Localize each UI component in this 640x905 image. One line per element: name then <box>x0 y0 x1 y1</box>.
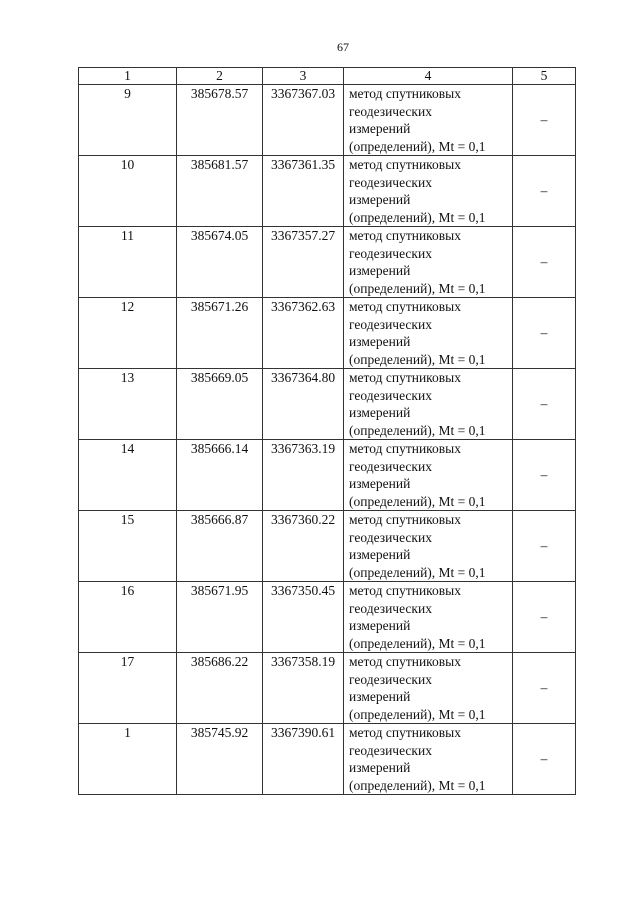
method-cell <box>344 582 513 653</box>
method-line: геодезических <box>349 671 432 687</box>
method-line: геодезических <box>349 458 432 474</box>
method-line: (определений), Mt = 0,1 <box>349 777 486 793</box>
method-line: измерений <box>349 263 411 278</box>
method-cell <box>344 298 513 369</box>
coordinate-y: 3367360.22 <box>263 511 344 582</box>
note: – <box>513 582 576 653</box>
point-number: 15 <box>79 511 177 582</box>
coordinate-y: 3367362.63 <box>263 298 344 369</box>
coordinate-y: 3367357.27 <box>263 227 344 298</box>
method-line: геодезических <box>349 600 432 616</box>
table-row <box>79 298 576 369</box>
method-line: (определений), Mt = 0,1 <box>349 209 486 225</box>
method-line: (определений), Mt = 0,1 <box>349 351 486 367</box>
method-line: измерений <box>349 689 411 704</box>
note: – <box>513 653 576 724</box>
coordinate-y: 3367350.45 <box>263 582 344 653</box>
method-cell <box>344 85 513 156</box>
coordinate-x: 385666.87 <box>177 511 263 582</box>
table-row <box>79 227 576 298</box>
coordinate-y: 3367358.19 <box>263 653 344 724</box>
coordinate-x: 385671.26 <box>177 298 263 369</box>
method-cell <box>344 724 513 795</box>
column-header: 5 <box>513 68 576 85</box>
point-number: 14 <box>79 440 177 511</box>
method-line: метод спутниковых <box>349 441 461 456</box>
table-row <box>79 85 576 156</box>
note: – <box>513 440 576 511</box>
method-cell <box>344 369 513 440</box>
method-line: измерений <box>349 405 411 420</box>
coordinate-x: 385745.92 <box>177 724 263 795</box>
point-number: 16 <box>79 582 177 653</box>
method-line: (определений), Mt = 0,1 <box>349 635 486 651</box>
column-header: 2 <box>177 68 263 85</box>
coordinate-x: 385678.57 <box>177 85 263 156</box>
method-cell <box>344 440 513 511</box>
method-line: измерений <box>349 476 411 491</box>
coordinate-x: 385686.22 <box>177 653 263 724</box>
point-number: 10 <box>79 156 177 227</box>
column-header: 4 <box>344 68 513 85</box>
point-number: 12 <box>79 298 177 369</box>
method-line: измерений <box>349 547 411 562</box>
method-line: метод спутниковых <box>349 654 461 669</box>
method-line: (определений), Mt = 0,1 <box>349 280 486 296</box>
method-line: геодезических <box>349 316 432 332</box>
table-row <box>79 440 576 511</box>
coordinate-y: 3367367.03 <box>263 85 344 156</box>
method-line: геодезических <box>349 742 432 758</box>
coordinate-x: 385671.95 <box>177 582 263 653</box>
method-line: метод спутниковых <box>349 299 461 314</box>
table-row <box>79 156 576 227</box>
note: – <box>513 85 576 156</box>
coordinate-x: 385666.14 <box>177 440 263 511</box>
table-row <box>79 511 576 582</box>
method-line: метод спутниковых <box>349 583 461 598</box>
note: – <box>513 724 576 795</box>
method-line: геодезических <box>349 529 432 545</box>
method-line: (определений), Mt = 0,1 <box>349 422 486 438</box>
method-line: метод спутниковых <box>349 86 461 101</box>
method-line: (определений), Mt = 0,1 <box>349 138 486 154</box>
column-header: 1 <box>79 68 177 85</box>
coordinate-y: 3367363.19 <box>263 440 344 511</box>
method-line: измерений <box>349 618 411 633</box>
coordinate-x: 385669.05 <box>177 369 263 440</box>
coordinate-x: 385681.57 <box>177 156 263 227</box>
method-line: геодезических <box>349 174 432 190</box>
method-line: измерений <box>349 192 411 207</box>
note: – <box>513 369 576 440</box>
coordinate-y: 3367364.80 <box>263 369 344 440</box>
table-header-row <box>79 68 576 85</box>
method-line: измерений <box>349 334 411 349</box>
method-line: метод спутниковых <box>349 157 461 172</box>
method-line: измерений <box>349 121 411 136</box>
method-line: геодезических <box>349 245 432 261</box>
point-number: 13 <box>79 369 177 440</box>
method-cell <box>344 511 513 582</box>
page-number: 67 <box>337 40 349 54</box>
method-line: измерений <box>349 760 411 775</box>
method-cell <box>344 653 513 724</box>
method-line: метод спутниковых <box>349 228 461 243</box>
method-line: метод спутниковых <box>349 512 461 527</box>
coordinate-x: 385674.05 <box>177 227 263 298</box>
method-cell <box>344 156 513 227</box>
method-line: геодезических <box>349 387 432 403</box>
coordinate-y: 3367361.35 <box>263 156 344 227</box>
coordinates-table <box>78 67 576 795</box>
note: – <box>513 298 576 369</box>
method-line: геодезических <box>349 103 432 119</box>
method-line: (определений), Mt = 0,1 <box>349 706 486 722</box>
method-cell <box>344 227 513 298</box>
point-number: 9 <box>79 85 177 156</box>
method-line: метод спутниковых <box>349 725 461 740</box>
column-header: 3 <box>263 68 344 85</box>
table-row <box>79 724 576 795</box>
note: – <box>513 511 576 582</box>
point-number: 1 <box>79 724 177 795</box>
point-number: 17 <box>79 653 177 724</box>
method-line: (определений), Mt = 0,1 <box>349 564 486 580</box>
method-line: (определений), Mt = 0,1 <box>349 493 486 509</box>
point-number: 11 <box>79 227 177 298</box>
note: – <box>513 156 576 227</box>
coordinate-y: 3367390.61 <box>263 724 344 795</box>
table-row <box>79 369 576 440</box>
table-row <box>79 653 576 724</box>
table-row <box>79 582 576 653</box>
method-line: метод спутниковых <box>349 370 461 385</box>
note: – <box>513 227 576 298</box>
